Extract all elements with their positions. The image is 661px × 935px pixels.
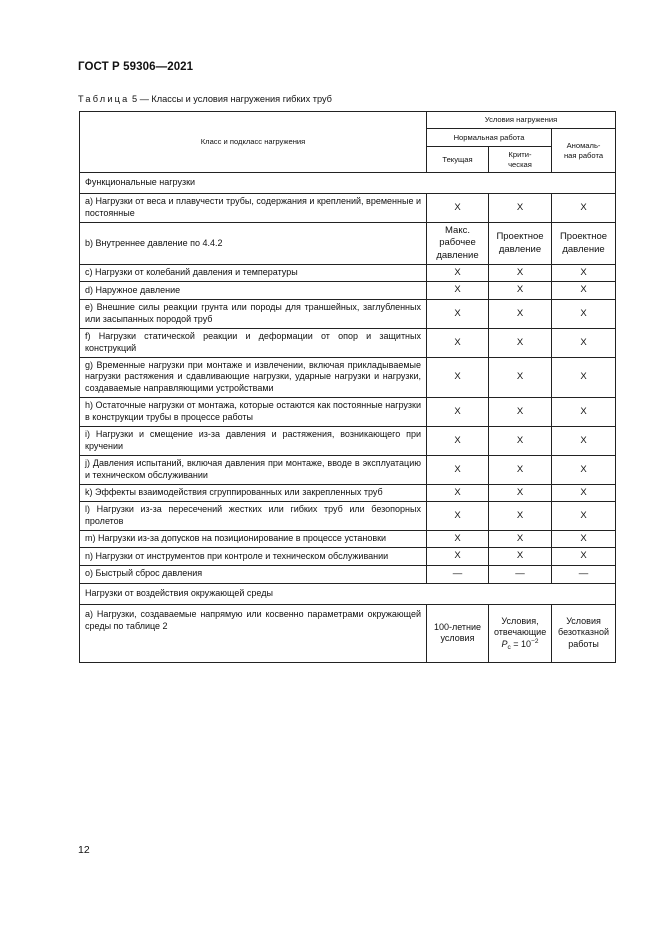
- row-label: i) Нагрузки и смещение из-за давления и растяжения, возникающего при кручении: [80, 426, 427, 455]
- row-current: Макс. рабочее давление: [427, 223, 489, 265]
- row-current: X: [427, 426, 489, 455]
- row-critical: X: [489, 502, 552, 531]
- row-label: m) Нагрузки из-за допусков на позиционирование в процессе установки: [80, 531, 427, 548]
- row-label: a) Нагрузки от веса и плавучести трубы, содержания и креплений, временные и постоянные: [80, 194, 427, 223]
- header-abnormal: [552, 129, 616, 173]
- environmental-critical-text: Условия, отвечающие: [494, 615, 547, 638]
- row-critical: X: [489, 357, 552, 397]
- header-abnormal-line2: ная работа: [563, 150, 604, 160]
- row-abnormal: X: [552, 426, 616, 455]
- row-critical: X: [489, 299, 552, 328]
- row-abnormal: X: [552, 397, 616, 426]
- caption-title: — Классы и условия нагружения гибких труб: [139, 94, 332, 104]
- row-abnormal: X: [552, 455, 616, 484]
- table-row: [80, 223, 616, 265]
- table-row: [80, 455, 616, 484]
- row-current: X: [427, 455, 489, 484]
- row-current: X: [427, 194, 489, 223]
- table-row: [80, 357, 616, 397]
- page-number: 12: [78, 844, 90, 856]
- row-current: X: [427, 484, 489, 501]
- row-critical: Проектное давление: [489, 223, 552, 265]
- row-critical: X: [489, 426, 552, 455]
- table-row: [80, 328, 616, 357]
- table-row: [80, 548, 616, 565]
- header-abnormal-line1: Аномаль-: [566, 140, 601, 150]
- table-row: [80, 565, 616, 583]
- environmental-row-label: a) Нагрузки, создаваемые напрямую или косвенно параметрами окружающей среды по таблице 2: [80, 604, 427, 662]
- row-abnormal: X: [552, 282, 616, 299]
- row-label: b) Внутреннее давление по 4.4.2: [80, 223, 427, 265]
- row-label: g) Временные нагрузки при монтаже и извлечении, включая прикладываемые нагрузки растяжения и сдавливающие нагрузки, ударные нагрузки и нагрузки, создаваемые направляющими устройствами: [80, 357, 427, 397]
- environmental-critical-subscript: c: [507, 644, 511, 652]
- section-functional-loads: Функциональные нагрузки: [80, 173, 616, 194]
- row-critical: X: [489, 548, 552, 565]
- row-critical: X: [489, 455, 552, 484]
- table-row: [80, 397, 616, 426]
- row-abnormal: X: [552, 265, 616, 282]
- row-current: X: [427, 282, 489, 299]
- row-current: X: [427, 265, 489, 282]
- row-critical: X: [489, 484, 552, 501]
- row-current: —: [427, 565, 489, 583]
- row-label: l) Нагрузки из-за пересечений жестких или гибких труб или безопорных пролетов: [80, 502, 427, 531]
- row-abnormal: X: [552, 484, 616, 501]
- table-row: [80, 265, 616, 282]
- document-header: ГОСТ Р 59306—2021: [78, 61, 194, 73]
- environmental-row-abnormal: Условия безотказной работы: [552, 604, 616, 662]
- caption-number: 5: [132, 94, 138, 104]
- section-environmental-loads: Нагрузки от воздействия окружающей среды: [80, 583, 616, 604]
- row-critical: —: [489, 565, 552, 583]
- caption-label: Таблица: [78, 94, 130, 104]
- table-row: [80, 194, 616, 223]
- environmental-critical-symbol: P: [501, 639, 508, 650]
- row-label: c) Нагрузки от колебаний давления и температуры: [80, 265, 427, 282]
- header-critical-line2: ческая: [508, 159, 532, 169]
- row-abnormal: X: [552, 531, 616, 548]
- table-row: [80, 502, 616, 531]
- header-current: Текущая: [427, 147, 489, 173]
- environmental-critical-eq: = 10: [513, 639, 532, 650]
- row-critical: X: [489, 397, 552, 426]
- row-abnormal: Проектное давление: [552, 223, 616, 265]
- row-label: d) Наружное давление: [80, 282, 427, 299]
- row-abnormal: X: [552, 194, 616, 223]
- row-current: X: [427, 502, 489, 531]
- row-critical: X: [489, 194, 552, 223]
- row-critical: X: [489, 328, 552, 357]
- load-classes-table: [79, 111, 616, 663]
- row-label: h) Остаточные нагрузки от монтажа, которые остаются как постоянные нагрузки в конструкции трубы в процессе работы: [80, 397, 427, 426]
- row-current: X: [427, 397, 489, 426]
- row-label: n) Нагрузки от инструментов при контроле и техническом обслуживании: [80, 548, 427, 565]
- row-abnormal: X: [552, 548, 616, 565]
- row-current: X: [427, 299, 489, 328]
- environmental-row-current: 100-летние условия: [427, 604, 489, 662]
- row-abnormal: X: [552, 502, 616, 531]
- row-label: o) Быстрый сброс давления: [80, 565, 427, 583]
- header-normal-operation: Нормальная работа: [427, 129, 552, 147]
- row-label: e) Внешние силы реакции грунта или породы для траншейных, заглубленных или засыпанных породой труб: [80, 299, 427, 328]
- row-critical: X: [489, 282, 552, 299]
- row-current: X: [427, 328, 489, 357]
- header-class-column: Класс и подкласс нагружения: [80, 112, 427, 173]
- table-row: [80, 282, 616, 299]
- row-abnormal: X: [552, 328, 616, 357]
- row-abnormal: X: [552, 357, 616, 397]
- row-abnormal: X: [552, 299, 616, 328]
- header-critical-line1: Крити-: [508, 149, 532, 159]
- table-caption: [78, 94, 332, 104]
- header-critical: [489, 147, 552, 173]
- header-conditions: Условия нагружения: [427, 112, 616, 129]
- table-row: [80, 531, 616, 548]
- table-row: [80, 299, 616, 328]
- row-current: X: [427, 531, 489, 548]
- environmental-row-critical: [489, 604, 552, 662]
- table-row: [80, 426, 616, 455]
- table-row: [80, 484, 616, 501]
- row-abnormal: —: [552, 565, 616, 583]
- row-current: X: [427, 357, 489, 397]
- row-label: f) Нагрузки статической реакции и деформации от опор и защитных конструкций: [80, 328, 427, 357]
- row-critical: X: [489, 265, 552, 282]
- row-label: k) Эффекты взаимодействия сгруппированных или закрепленных труб: [80, 484, 427, 501]
- row-label: j) Давления испытаний, включая давления при монтаже, вводе в эксплуатацию и техническом обслуживании: [80, 455, 427, 484]
- row-critical: X: [489, 531, 552, 548]
- row-current: X: [427, 548, 489, 565]
- environmental-critical-exp: −2: [531, 638, 539, 646]
